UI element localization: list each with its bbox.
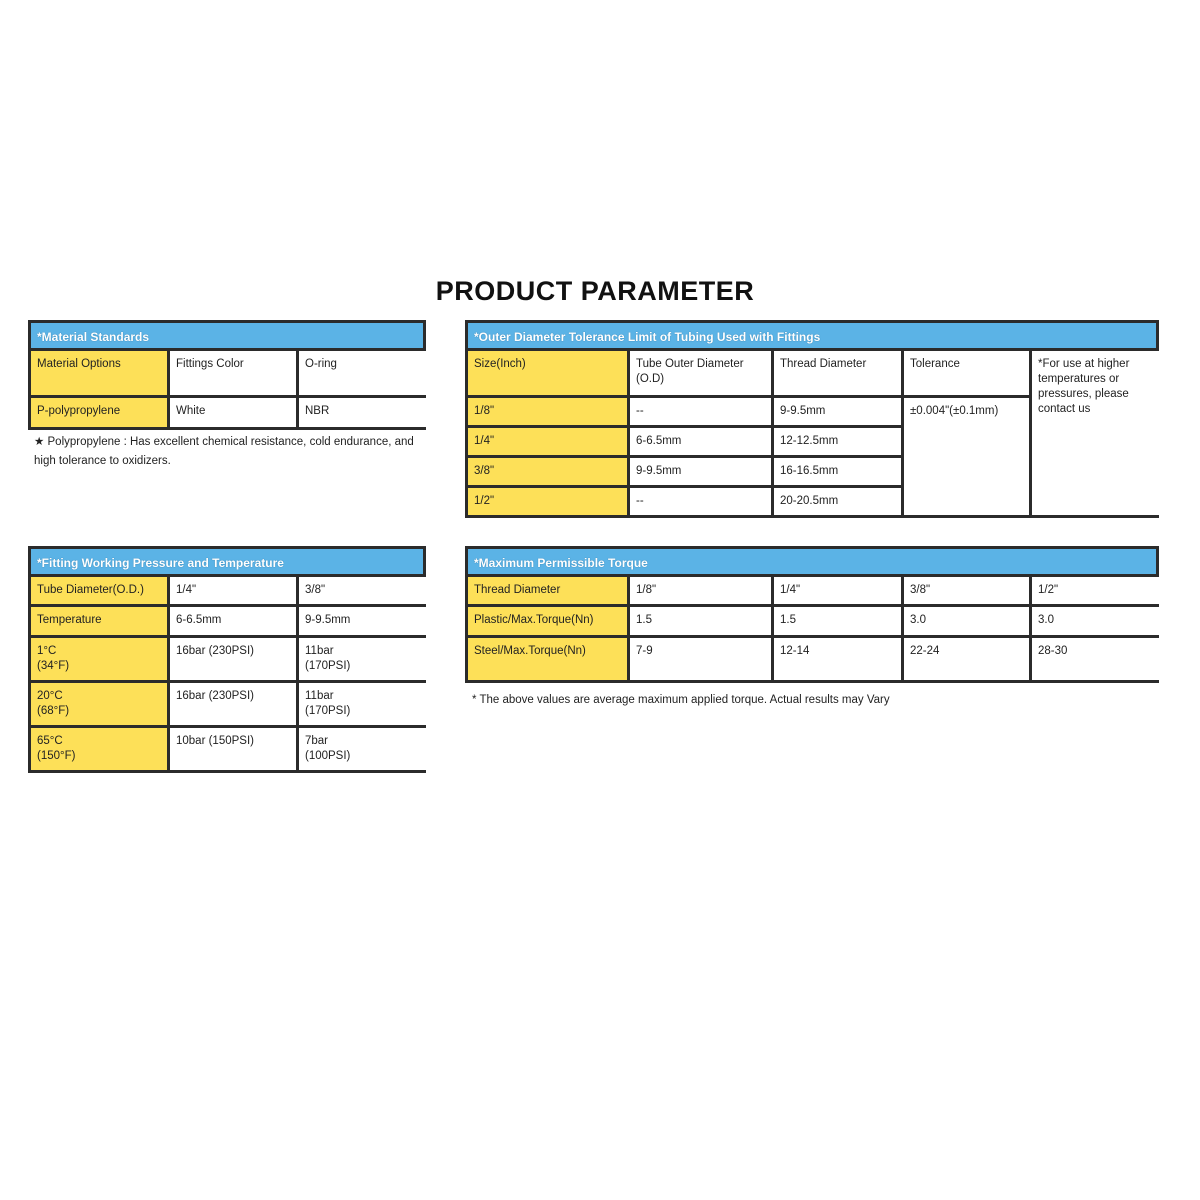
table-cell: 12-12.5mm: [774, 428, 901, 455]
table-cell: 10bar (150PSI): [170, 728, 296, 770]
table-cell: Tube Diameter(O.D.): [31, 577, 167, 604]
table-cell: Plastic/Max.Torque(Nn): [468, 607, 627, 635]
table-cell: 11bar (170PSI): [299, 683, 426, 725]
table-header-cell: Tolerance: [904, 351, 1029, 395]
table-cell: 1/4": [468, 428, 627, 455]
material-note: ★ Polypropylene : Has excellent chemical resistance, cold endurance, and high tolerance to oxidizers.: [34, 436, 414, 467]
table-cell: 6-6.5mm: [170, 607, 296, 635]
table-cell: 16bar (230PSI): [170, 683, 296, 725]
table-cell: Steel/Max.Torque(Nn): [468, 638, 627, 680]
table-cell: 3.0: [904, 607, 1029, 635]
table-cell: 1/8": [630, 577, 771, 604]
torque-header: *Maximum Permissible Torque: [468, 549, 1156, 577]
table-cell: 1/2": [468, 488, 627, 515]
table-header-cell: Material Options: [31, 351, 167, 395]
table-cell: 9-9.5mm: [774, 398, 901, 425]
tolerance-cell: ±0.004"(±0.1mm): [904, 398, 1029, 515]
table-header-cell: Fittings Color: [170, 351, 296, 395]
material-standards-header: *Material Standards: [31, 323, 423, 351]
table-cell: 16-16.5mm: [774, 458, 901, 485]
table-cell: 22-24: [904, 638, 1029, 680]
table-cell: White: [170, 398, 296, 427]
table-cell: 12-14: [774, 638, 901, 680]
table-cell: --: [630, 488, 771, 515]
table-cell: 1/4": [774, 577, 901, 604]
table-cell: 20°C (68°F): [31, 683, 167, 725]
pressure-temperature-table: [28, 546, 426, 773]
outer-diameter-table: [465, 320, 1159, 518]
table-cell: Thread Diameter: [468, 577, 627, 604]
table-cell: 1.5: [774, 607, 901, 635]
torque-note: * The above values are average maximum applied torque. Actual results may Vary: [472, 694, 890, 706]
table-cell: 20-20.5mm: [774, 488, 901, 515]
table-cell: 3/8": [299, 577, 426, 604]
outer-diameter-header: *Outer Diameter Tolerance Limit of Tubing Used with Fittings: [468, 323, 1156, 351]
side-note-cell: *For use at higher temperatures or pressures, please contact us: [1032, 351, 1159, 515]
table-cell: 6-6.5mm: [630, 428, 771, 455]
table-header-cell: O-ring: [299, 351, 426, 395]
table-cell: 1°C (34°F): [31, 638, 167, 680]
table-cell: 3.0: [1032, 607, 1159, 635]
table-cell: 1/8": [468, 398, 627, 425]
table-cell: 1.5: [630, 607, 771, 635]
table-cell: 7bar (100PSI): [299, 728, 426, 770]
table-cell: 11bar (170PSI): [299, 638, 426, 680]
table-header-cell: Tube Outer Diameter (O.D): [630, 351, 771, 395]
pressure-temperature-header: *Fitting Working Pressure and Temperature: [31, 549, 423, 577]
table-header-cell: Thread Diameter: [774, 351, 901, 395]
material-standards-table: [28, 320, 426, 430]
table-cell: 1/2": [1032, 577, 1159, 604]
table-cell: Temperature: [31, 607, 167, 635]
table-cell: P-polypropylene: [31, 398, 167, 427]
table-cell: 28-30: [1032, 638, 1159, 680]
table-cell: 9-9.5mm: [299, 607, 426, 635]
table-cell: 16bar (230PSI): [170, 638, 296, 680]
table-cell: NBR: [299, 398, 426, 427]
torque-table: [465, 546, 1159, 683]
table-cell: 9-9.5mm: [630, 458, 771, 485]
table-cell: 3/8": [468, 458, 627, 485]
page-title: PRODUCT PARAMETER: [435, 276, 755, 306]
table-cell: 1/4": [170, 577, 296, 604]
table-cell: --: [630, 398, 771, 425]
table-cell: 3/8": [904, 577, 1029, 604]
table-cell: 65°C (150°F): [31, 728, 167, 770]
table-header-cell: Size(Inch): [468, 351, 627, 395]
table-cell: 7-9: [630, 638, 771, 680]
